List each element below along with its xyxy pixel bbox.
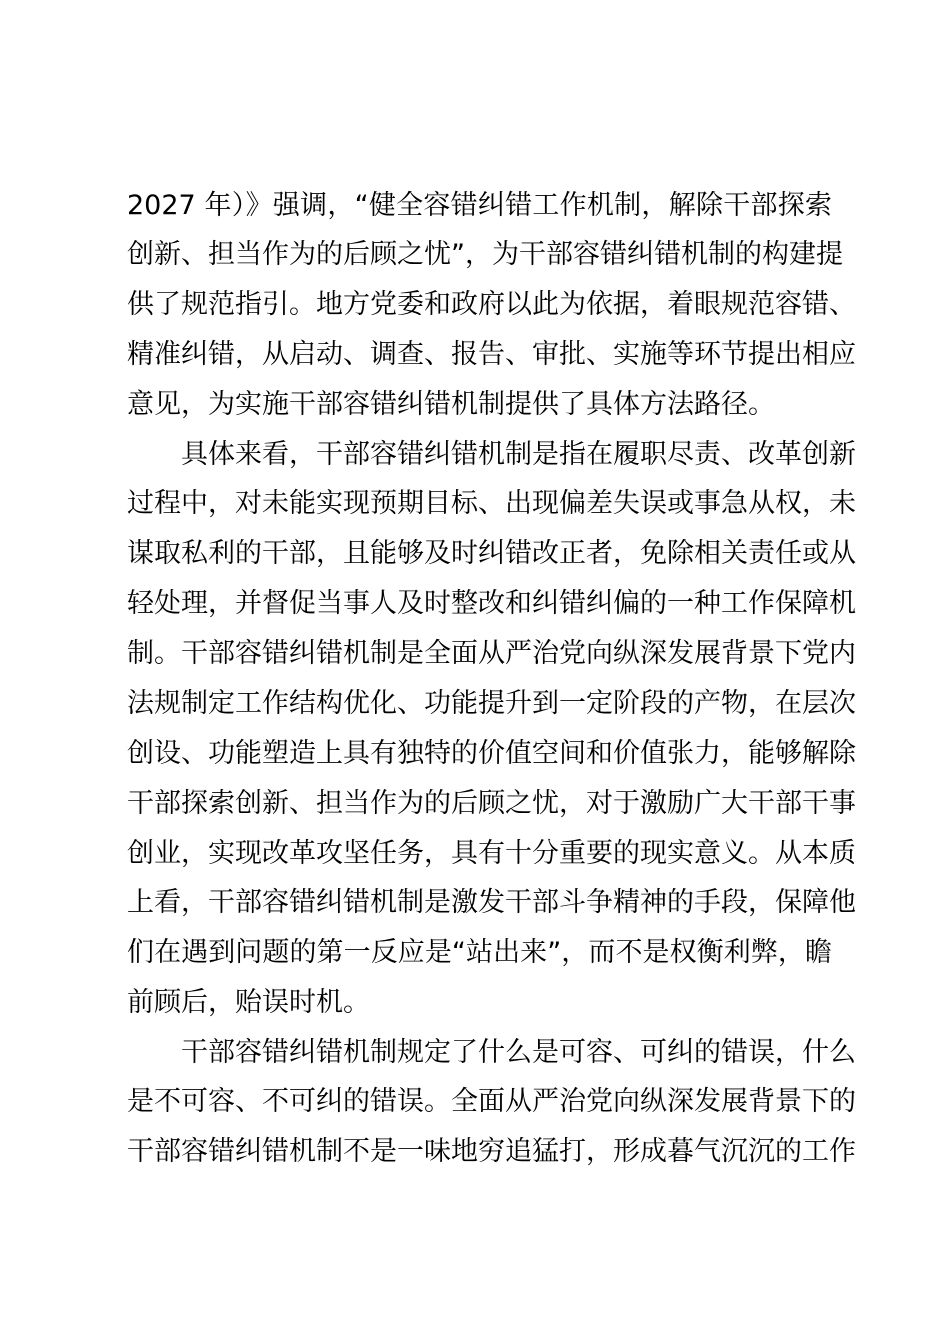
text-line: 创新、担当作为的后顾之忧”，为干部容错纠错机制的构建提 [127,239,843,270]
text-line: 干部容错纠错机制规定了什么是可容、可纠的错误，什么 [127,1037,856,1068]
text-line: 意见，为实施干部容错纠错机制提供了具体方法路径。 [127,389,775,420]
text-line: 具体来看，干部容错纠错机制是指在履职尽责、改革创新 [127,439,856,470]
text-line: 干部探索创新、担当作为的后顾之忧，对于激励广大干部干事 [127,788,856,819]
text-line: 精准纠错，从启动、调查、报告、审批、实施等环节提出相应 [127,339,856,370]
text-line: 创设、功能塑造上具有独特的价值空间和价值张力，能够解除 [127,738,856,769]
text-line: 轻处理，并督促当事人及时整改和纠错纠偏的一种工作保障机 [127,588,856,619]
text-line: 上看，干部容错纠错机制是激发干部斗争精神的手段，保障他 [127,887,856,918]
text-line: 是不可容、不可纠的错误。全面从严治党向纵深发展背景下的 [127,1086,856,1117]
text-line: 干部容错纠错机制不是一味地穷追猛打，形成暮气沉沉的工作 [127,1136,856,1167]
text-line: 法规制定工作结构优化、功能提升到一定阶段的产物，在层次 [127,688,856,719]
text-line: 制。干部容错纠错机制是全面从严治党向纵深发展背景下党内 [127,638,856,669]
text-line: 过程中，对未能实现预期目标、出现偏差失误或事急从权，未 [127,488,856,519]
text-line: 供了规范指引。地方党委和政府以此为依据，着眼规范容错、 [127,289,856,320]
text-line: 谋取私利的干部，且能够及时纠错改正者，免除相关责任或从 [127,538,856,569]
text-line: 前顾后，贻误时机。 [127,987,370,1018]
text-line: 们在遇到问题的第一反应是“站出来”，而不是权衡利弊，瞻 [127,937,832,968]
text-line: 2027 年）》强调，“健全容错纠错工作机制，解除干部探索 [127,190,832,221]
text-line: 创业，实现改革攻坚任务，具有十分重要的现实意义。从本质 [127,838,856,869]
